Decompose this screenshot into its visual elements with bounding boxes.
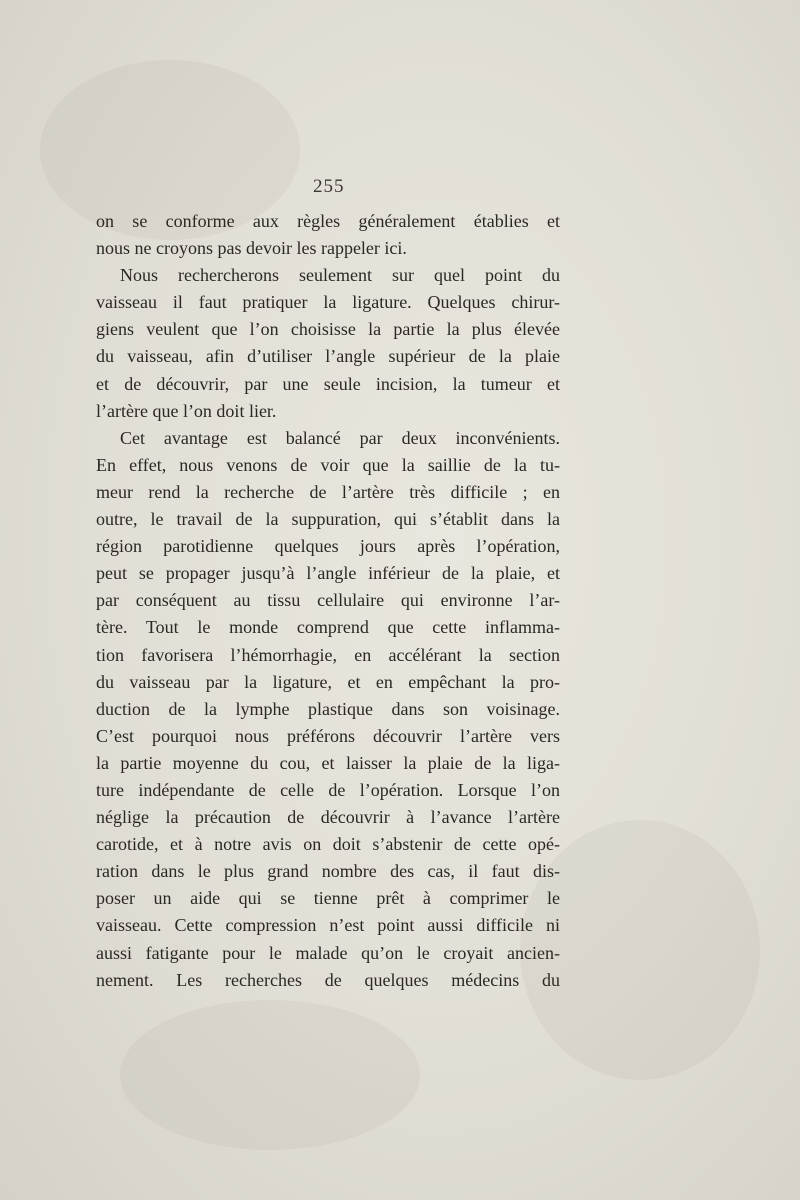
text-line: meur rend la recherche de l’artère très difficile ; en [96, 481, 560, 502]
text-line: du vaisseau, afin d’utiliser l’angle supérieur de la plaie [96, 346, 560, 367]
text-line: ture indépendante de celle de l’opération. Lorsque l’on [96, 779, 560, 800]
text-line: nous ne croyons pas devoir les rappeler ici. [96, 238, 407, 259]
text-line: nement. Les recherches de quelques médecins du [96, 969, 560, 990]
text-line: ration dans le plus grand nombre des cas, il faut dis- [96, 861, 560, 882]
text-line: tère. Tout le monde comprend que cette inflamma- [96, 617, 560, 638]
text-line: outre, le travail de la suppuration, qui s’établit dans la [96, 509, 560, 530]
text-line: carotide, et à notre avis on doit s’abstenir de cette opé- [96, 834, 560, 855]
page-number: 255 [313, 176, 345, 197]
text-line: vaisseau. Cette compression n’est point aussi difficile ni [96, 915, 560, 936]
text-line: par conséquent au tissu cellulaire qui environne l’ar- [96, 590, 560, 611]
text-line: néglige la précaution de découvrir à l’avance l’artère [96, 807, 560, 828]
text-line: on se conforme aux règles généralement établies et [96, 211, 560, 231]
text-line: aussi fatigante pour le malade qu’on le croyait ancien- [96, 942, 560, 963]
text-line: vaisseau il faut pratiquer la ligature. Quelques chirur- [96, 292, 560, 313]
text-line: la partie moyenne du cou, et laisser la plaie de la liga- [96, 752, 560, 773]
text-line: duction de la lymphe plastique dans son voisinage. [96, 698, 560, 719]
text-line: C’est pourquoi nous préférons découvrir l’artère vers [96, 725, 560, 746]
text-line: du vaisseau par la ligature, et en empêchant la pro- [96, 671, 560, 692]
body-text [96, 208, 560, 994]
text-line: Nous rechercherons seulement sur quel point du [120, 265, 560, 286]
text-line: région parotidienne quelques jours après l’opération, [96, 536, 560, 557]
text-line: peut se propager jusqu’à l’angle inférieur de la plaie, et [96, 563, 560, 584]
text-line: En effet, nous venons de voir que la saillie de la tu- [96, 454, 560, 475]
text-line: tion favorisera l’hémorrhagie, en accélérant la section [96, 644, 560, 665]
text-line: et de découvrir, par une seule incision, la tumeur et [96, 373, 560, 394]
paper-stain [120, 1000, 420, 1150]
text-line: Cet avantage est balancé par deux inconvénients. [120, 427, 560, 448]
text-line: poser un aide qui se tienne prêt à comprimer le [96, 888, 560, 909]
text-line: l’artère que l’on doit lier. [96, 400, 277, 421]
text-line: giens veulent que l’on choisisse la partie la plus élevée [96, 319, 560, 340]
